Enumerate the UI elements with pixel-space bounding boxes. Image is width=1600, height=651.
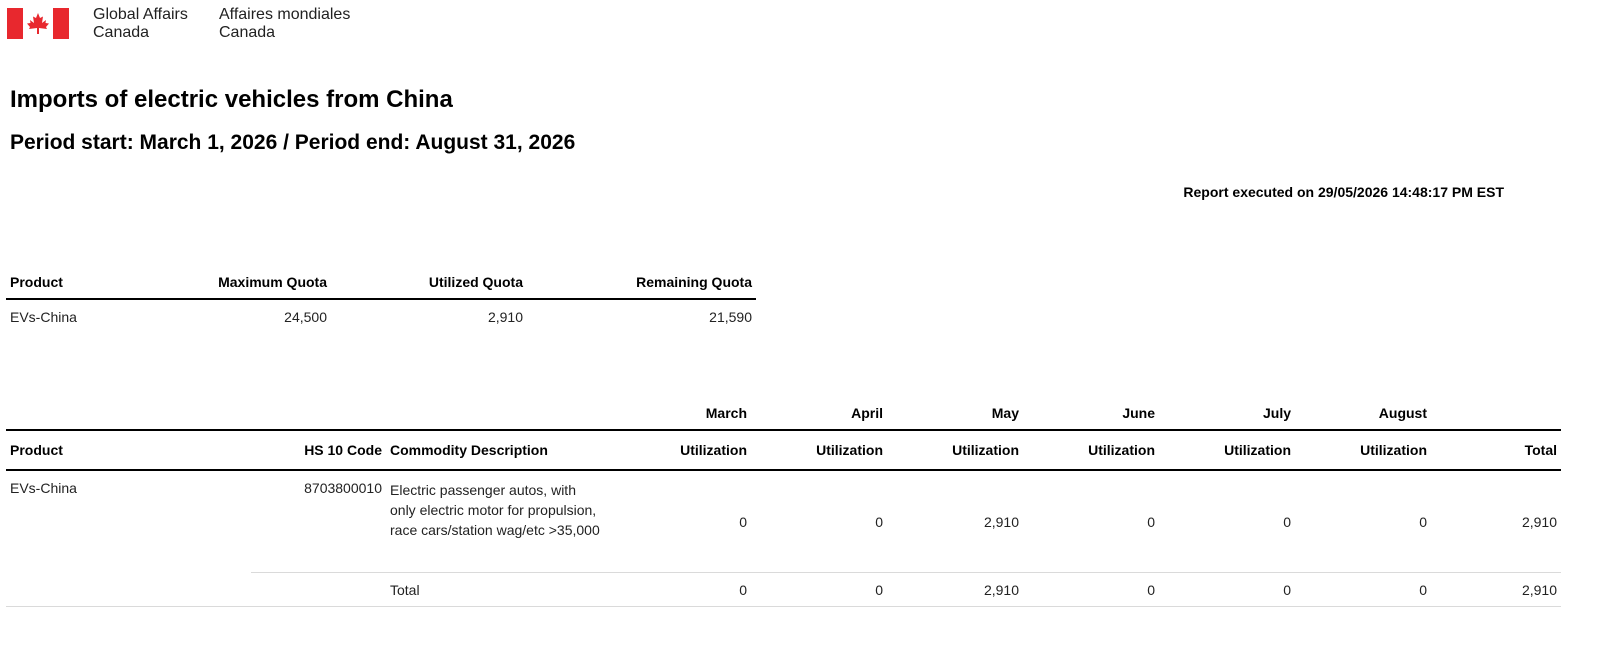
- canada-flag-icon: [7, 8, 69, 39]
- total-grand-total: 2,910: [1431, 573, 1561, 607]
- detail-utilization-june: 0: [1023, 470, 1159, 573]
- summary-maximum-quota: 24,500: [284, 309, 327, 325]
- detail-utilization-august: 0: [1295, 470, 1431, 573]
- detail-hs-code: 8703800010: [251, 470, 386, 573]
- total-utilization-march: 0: [641, 573, 751, 607]
- department-name-english: [93, 6, 188, 42]
- detail-header-total: Total: [1431, 430, 1561, 470]
- summary-header-maximum-quota: Maximum Quota: [126, 265, 331, 299]
- total-utilization-may: 2,910: [887, 573, 1023, 607]
- total-utilization-april: 0: [751, 573, 887, 607]
- detail-utilization-march: 0: [641, 470, 751, 573]
- detail-commodity-description: Electric passenger autos, with only electric motor for propulsion, race cars/station wag/etc >35,000: [390, 482, 600, 538]
- header: [7, 6, 707, 46]
- summary-header-remaining-quota: Remaining Quota: [527, 265, 756, 299]
- total-utilization-august: 0: [1295, 573, 1431, 607]
- detail-header-hs-code: HS 10 Code: [251, 430, 386, 470]
- summary-header-product: Product: [6, 265, 126, 299]
- month-july: July: [1262, 404, 1291, 421]
- total-utilization-june: 0: [1023, 573, 1159, 607]
- summary-remaining-quota: 21,590: [709, 309, 752, 325]
- summary-header-row: [6, 265, 756, 299]
- detail-utilization-april: 0: [751, 470, 887, 573]
- report-title: Imports of electric vehicles from China: [10, 86, 453, 113]
- summary-header-utilized-quota: Utilized Quota: [331, 265, 527, 299]
- table-row: [6, 470, 1561, 573]
- detail-header-utilization-june: Utilization: [1023, 430, 1159, 470]
- department-name-french: [219, 6, 350, 42]
- table-row: [6, 299, 756, 334]
- report-period: Period start: March 1, 2026 / Period end: August 31, 2026: [10, 131, 576, 154]
- total-row-label: Total: [386, 573, 641, 607]
- department-name-french-line2: Canada: [219, 24, 276, 41]
- department-name-english-line2: Canada: [93, 24, 150, 41]
- report-executed-timestamp: Report executed on 29/05/2026 14:48:17 PM EST: [1183, 184, 1504, 200]
- department-name-english-line1: Global Affairs: [93, 6, 188, 23]
- detail-header-utilization-may: Utilization: [887, 430, 1023, 470]
- detail-description-cell: [386, 470, 641, 573]
- department-name-french-line1: Affaires mondiales: [219, 6, 351, 23]
- month-march: March: [705, 404, 747, 421]
- detail-header-utilization-july: Utilization: [1159, 430, 1295, 470]
- month-june: June: [1122, 404, 1155, 421]
- detail-header-utilization-august: Utilization: [1295, 430, 1431, 470]
- detail-header-row: [6, 430, 1561, 470]
- summary-product: EVs-China: [10, 309, 77, 325]
- month-august: August: [1378, 404, 1427, 421]
- month-header-row: [6, 396, 1561, 430]
- summary-utilized-quota: 2,910: [487, 309, 523, 325]
- month-april: April: [851, 404, 883, 421]
- detail-header-utilization-march: Utilization: [641, 430, 751, 470]
- detail-header-product: Product: [6, 430, 251, 470]
- total-row-blank: [251, 573, 386, 607]
- detail-total: 2,910: [1431, 470, 1561, 573]
- detail-header-commodity-description: Commodity Description: [386, 430, 641, 470]
- total-utilization-july: 0: [1159, 573, 1295, 607]
- detail-utilization-july: 0: [1159, 470, 1295, 573]
- detail-product: EVs-China: [6, 470, 251, 607]
- detail-utilization-may: 2,910: [887, 470, 1023, 573]
- monthly-utilization-table: [6, 396, 1561, 607]
- month-may: May: [991, 404, 1019, 421]
- quota-summary-table: [6, 265, 756, 334]
- detail-header-utilization-april: Utilization: [751, 430, 887, 470]
